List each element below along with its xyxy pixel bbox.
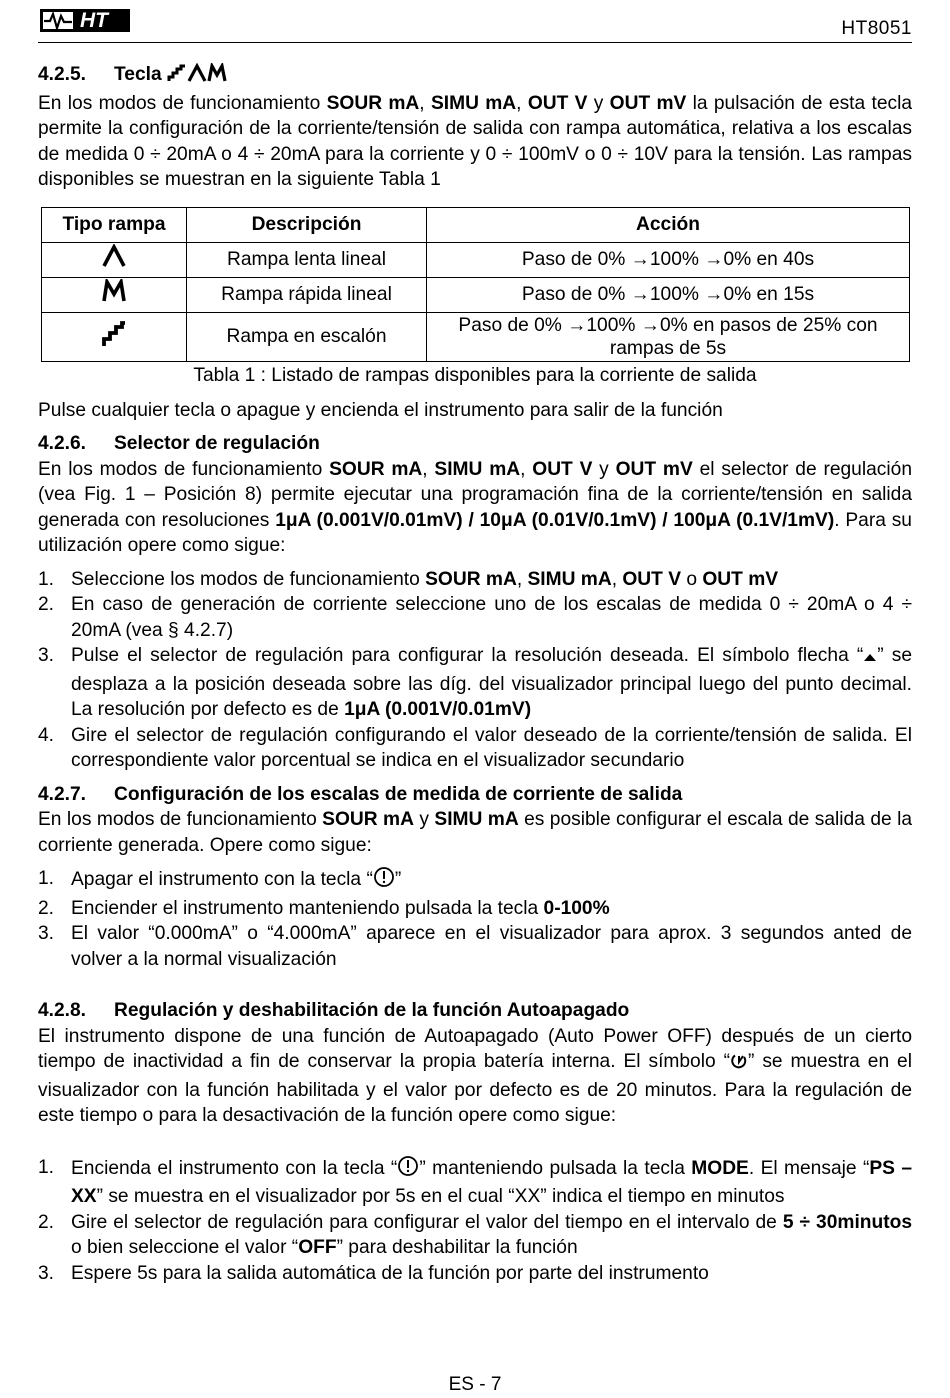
list-item: 1. Apagar el instrumento con la tecla “ ” bbox=[38, 866, 912, 896]
table-row bbox=[42, 312, 910, 361]
model-name: HT8051 bbox=[841, 18, 912, 39]
paragraph-4-2-8: El instrumento dispone de una función de Autoapagado (Auto Power OFF) después de un cierto tiempo de inactividad a fin de conservar la propia batería interna. El símbolo “ ” se muestra en el visualizador con la función habilitada y el valor por defecto es de 20 minutos. Para la regulación de este tiempo o para la desactivación de la función opere como sigue: bbox=[38, 1025, 912, 1126]
list-item: 1. Encienda el instrumento con la tecla “ ” manteniendo pulsada la tecla MODE. El mensaje “PS – XX” se muestra en el visualizador por 5s en el cual “XX” indica el tiempo en minutos bbox=[38, 1156, 913, 1207]
up-arrow-icon bbox=[863, 646, 877, 672]
ramp-keys-icon bbox=[167, 63, 231, 91]
steps-4-2-7 bbox=[38, 866, 912, 972]
table-cell: Rampa en escalón bbox=[187, 312, 427, 361]
power-key-icon bbox=[373, 866, 395, 896]
power-key-icon bbox=[397, 1155, 419, 1185]
table-cell: Rampa lenta lineal bbox=[187, 242, 427, 277]
steps-4-2-6 bbox=[38, 567, 912, 774]
paragraph-4-2-5: En los modos de funcionamiento SOUR mA, SIMU mA, OUT V y OUT mV la pulsación de esta tecla permite la configuración de la corriente/tensión de salida con rampa automática, relativa a los escalas de medida 0 ÷ 20mA o 4 ÷ 20mA para la corriente y 0 ÷ 100mV o 0 ÷ 10V para la tensión. Las rampas disponibles se muestran en la siguiente Tabla 1 bbox=[38, 92, 913, 190]
list-item: 2. Gire el selector de regulación para configurar el valor del tiempo en el intervalo de 5 ÷ 30minutos o bien seleccione el valor “OFF” para deshabilitar la función bbox=[38, 1211, 913, 1258]
column-header: Tipo rampa bbox=[42, 207, 187, 242]
table-cell: Paso de 0% →100% →0% en 15s bbox=[427, 277, 910, 312]
column-header: Descripción bbox=[187, 207, 427, 242]
list-item: 3. Espere 5s para la salida automática de la función por parte del instrumento bbox=[38, 1262, 709, 1284]
list-item: 4. Gire el selector de regulación configurando el valor deseado de la corriente/tensión de salida. El correspondiente valor porcentual se indica en el visualizador secundario bbox=[38, 724, 912, 771]
section-heading-4-2-8: 4.2.8. Regulación y deshabilitación de la función Autoapagado bbox=[38, 1000, 630, 1021]
table-row bbox=[42, 277, 910, 312]
fast-ramp-icon bbox=[42, 277, 187, 312]
section-heading-4-2-6: 4.2.6. Selector de regulación bbox=[38, 433, 320, 454]
slow-ramp-icon bbox=[42, 242, 187, 277]
table-header-row bbox=[42, 207, 910, 242]
list-item: 1. Seleccione los modos de funcionamiento SOUR mA, SIMU mA, OUT V o OUT mV bbox=[38, 568, 779, 590]
list-item: 3. El valor “0.000mA” o “4.000mA” aparece en el visualizador para aprox. 3 segundos anted de volver a la normal visualización bbox=[38, 923, 912, 970]
section-heading-4-2-7: 4.2.7. Configuración de los escalas de medida de corriente de salida bbox=[38, 783, 683, 805]
section-heading-4-2-5 bbox=[38, 62, 912, 91]
page-number: ES - 7 bbox=[448, 1374, 502, 1395]
steps-4-2-8 bbox=[38, 1155, 912, 1287]
section-number: 4.2.5. bbox=[38, 64, 87, 85]
table-caption: Tabla 1 : Listado de rampas disponibles para la corriente de salida bbox=[193, 364, 757, 386]
list-item: 2. Enciender el instrumento manteniendo pulsada la tecla 0-100% bbox=[38, 897, 610, 919]
section-title: Tecla bbox=[114, 64, 162, 85]
page-header bbox=[38, 6, 912, 43]
table-cell: Rampa rápida lineal bbox=[187, 277, 427, 312]
paragraph-4-2-7: En los modos de funcionamiento SOUR mA y SIMU mA es posible configurar el escala de salida de la corriente generada. Opere como sigue: bbox=[38, 809, 913, 856]
paragraph-4-2-6: En los modos de funcionamiento SOUR mA, SIMU mA, OUT V y OUT mV el selector de regulación (vea Fig. 1 – Posición 8) permite ejecutar una programación fina de la corriente/tensión en salida generada con resoluciones 1μA (0.001V/0.01mV) / 10μA (0.01V/0.1mV) / 100μA (0.1V/1mV). Para su utilización opere como sigue: bbox=[38, 458, 912, 556]
column-header: Acción bbox=[427, 207, 910, 242]
main-content bbox=[38, 62, 912, 1286]
list-item: 2. En caso de generación de corriente seleccione uno de los escalas de medida 0 ÷ 20mA o 4 ÷ 20mA (vea § 4.2.7) bbox=[38, 594, 912, 641]
table-row bbox=[42, 242, 910, 277]
step-ramp-icon bbox=[42, 312, 187, 361]
ht-logo bbox=[40, 8, 132, 34]
exit-instruction: Pulse cualquier tecla o apague y encienda el instrumento para salir de la función bbox=[38, 399, 723, 421]
table-cell: Paso de 0% →100% →0% en pasos de 25% con rampas de 5s bbox=[427, 312, 910, 361]
list-item: 3. Pulse el selector de regulación para configurar la resolución deseada. El símbolo flecha “ ” se desplaza a la posición deseada sobre las díg. del visualizador principal luego del punto decimal. La resolución por defecto es de 1μA (0.001V/0.01mV) bbox=[38, 645, 912, 720]
logo-text: HT bbox=[80, 9, 108, 32]
ramps-table bbox=[41, 207, 910, 362]
table-cell: Paso de 0% →100% →0% en 40s bbox=[427, 242, 910, 277]
auto-power-off-icon bbox=[730, 1052, 748, 1078]
